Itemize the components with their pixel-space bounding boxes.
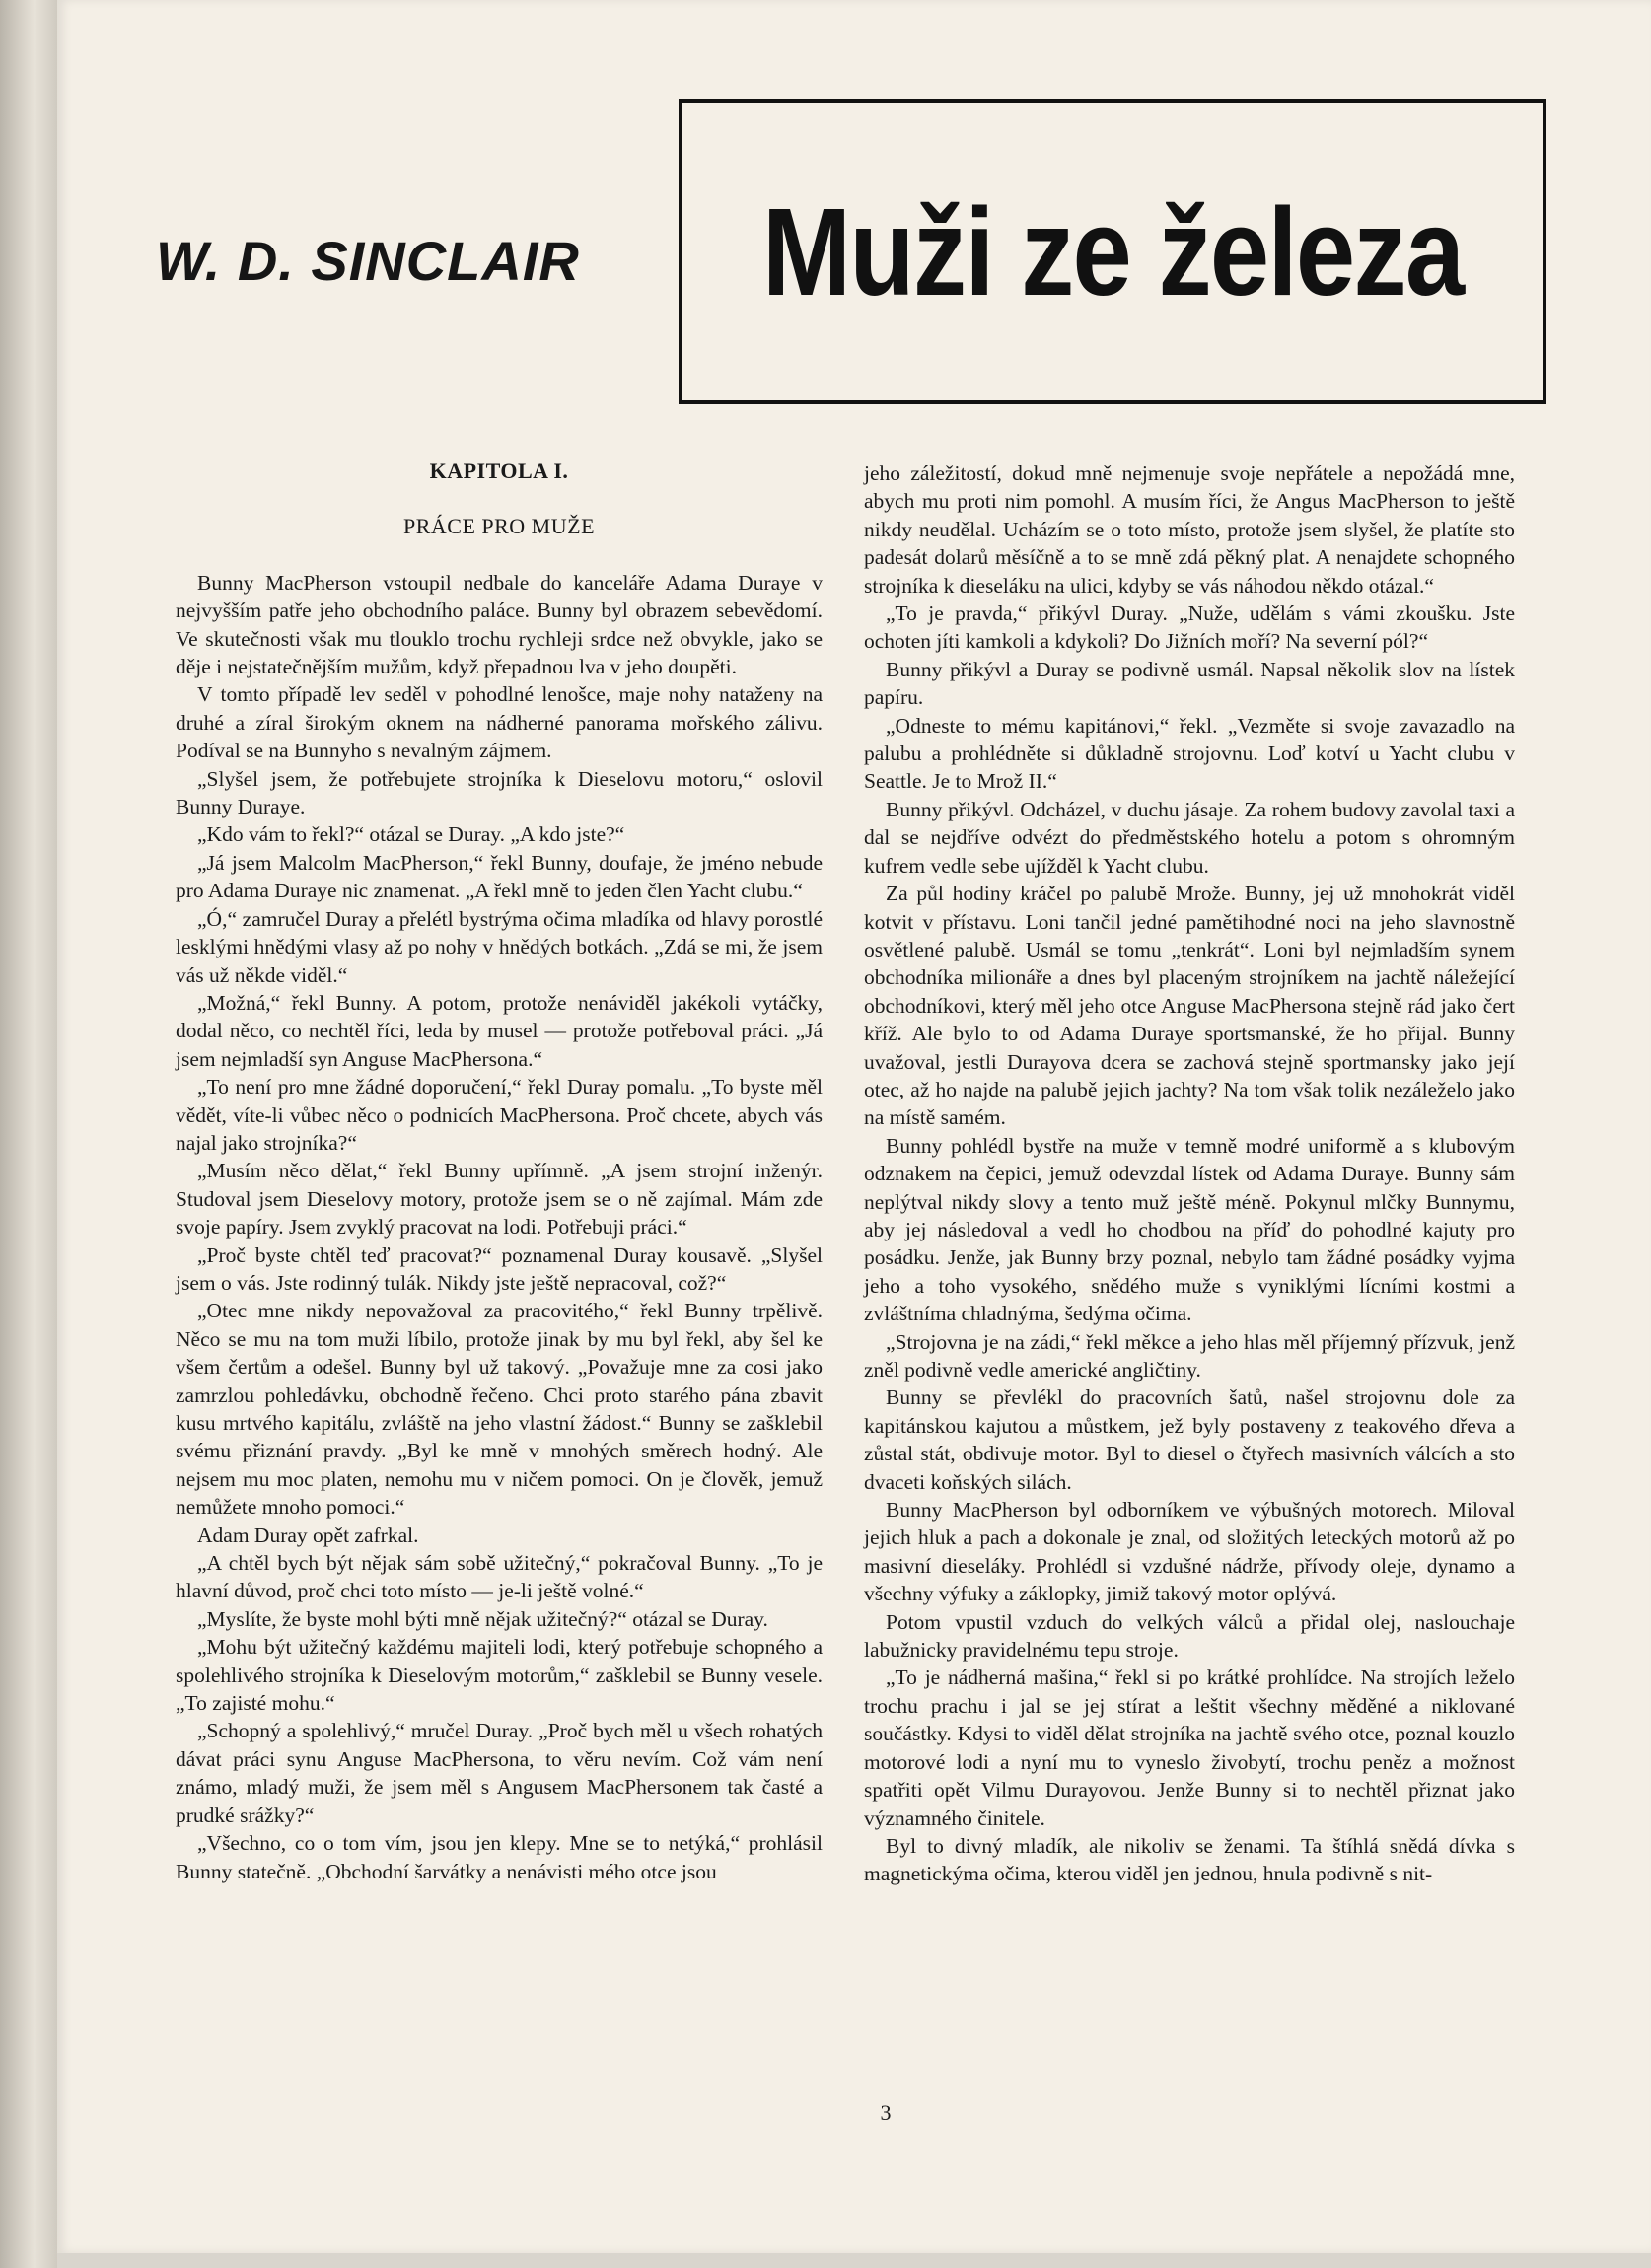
paragraph: Bunny MacPherson vstoupil nedbale do kanceláře Adama Duraye v nejvyšším patře jeho obchodního paláce. Bunny byl obrazem sebevědomí. Ve skutečnosti však mu tlouklo trochu rychleji srdce než obvykle, jako se děje i nejstatečnějším mužům, když přepadnou lva v jeho doupěti. xyxy=(176,570,823,679)
paragraph: Za půl hodiny kráčel po palubě Mrože. Bunny, jej už mnohokrát viděl kotvit v přístavu. Loni tančil jedné pamětihodné noci na jeho slavnostně osvětlené palubě. Usmál se tomu „tenkrát“. Loni byl nejmladším synem obchodníka milionáře a dnes byl placeným strojníkem na jachtě náležející obchodníkovi, který měl jeho otce Anguse MacPhersona stejně rád jako čert kříž. Ale bylo to od Adama Duraye sportsmanské, že ho přijal. Bunny uvažoval, jestli Durayova dcera se zachová stejně sportmansky jako její otec, až ho najde na palubě jejich jachty? Na tom však tolik nezáleželo jako na místě samém. xyxy=(864,882,1515,1130)
story-title: Muži ze železa xyxy=(761,181,1464,321)
paragraph: „Všechno, co o tom vím, jsou jen klepy. Mne se to netýká,“ prohlásil Bunny statečně. „Obchodní šarvátky a nenávisti mého otce jsou xyxy=(176,1831,823,1883)
book-binding xyxy=(0,0,57,2268)
paragraph: „Proč byste chtěl teď pracovat?“ poznamenal Duray kousavě. „Slyšel jsem o vás. Jste rodinný tulák. Nikdy jste ještě nepracoval, což?“ xyxy=(176,1242,823,1295)
paragraph: Bunny MacPherson byl odborníkem ve výbušných motorech. Miloval jejich hluk a pach a dokonale je znal, od složitých leteckých motorů až po masivní dieseláky. Prohlédl si vzdušné nádrže, přívody oleje, dynamo a všechny výfuky a záklopky, jimiž takový motor oplývá. xyxy=(864,1498,1515,1606)
paragraph: Bunny přikývl a Duray se podivně usmál. Napsal několik slov na lístek papíru. xyxy=(864,657,1515,710)
paragraph: „Otec mne nikdy nepovažoval za pracovitého,“ řekl Bunny trpělivě. Něco se mu na tom muži líbilo, protože jinak by mu byl řekl, aby šel ke všem čertům a odešel. Bunny byl už takový. „Považuje mne za cosi jako zamrzlou pohledávku, obchodně řečeno. Chci proto starého pána zbavit kusu mrtvého kapitálu, zvláště na jeho vlastní žádost.“ Bunny se zašklebil svému přiznání pravdy. „Byl ke mně v mnohých směrech hodný. Ale nejsem mu moc platen, nemohu mu v ničem pomoci. On je člověk, jemuž nemůžete mnoho pomoci.“ xyxy=(176,1299,823,1520)
paragraph: Bunny přikývl. Odcházel, v duchu jásaje. Za rohem budovy zavolal taxi a dal se nejdříve odvézt do předměstského hotelu a potom s ohromným kufrem vedle sebe ujížděl k Yacht clubu. xyxy=(864,797,1515,878)
paragraph: „A chtěl bych být nějak sám sobě užitečný,“ pokračoval Bunny. „To je hlavní důvod, proč chci toto místo — je-li ještě volné.“ xyxy=(176,1551,823,1603)
paragraph: „Já jsem Malcolm MacPherson,“ řekl Bunny, doufaje, že jméno nebude pro Adama Duraye nic znamenat. „A řekl mně to jeden člen Yacht clubu.“ xyxy=(176,850,823,903)
paragraph: „To je nádherná mašina,“ řekl si po krátké prohlídce. Na strojích leželo trochu prachu i jal se jej stírat a leštit všechny měděné a niklované součástky. Kdysi to viděl dělat strojníka na jachtě svého otce, poznal kouzlo motorové lodi a nyní mu to vyneslo živobytí, trochu peněz a možnost spatřiti opět Vilmu Durayovou. Jenže Bunny si to nechtěl přiznat jako významného činitele. xyxy=(864,1666,1515,1830)
book-page xyxy=(57,0,1651,2253)
title-box xyxy=(679,99,1546,404)
paragraph: „To je pravda,“ přikývl Duray. „Nuže, udělám s vámi zkoušku. Jste ochoten jíti kamkoli a kdykoli? Do Jižních moří? Na severní pól?“ xyxy=(864,602,1515,654)
paragraph: „Mohu být užitečný každému majiteli lodi, který potřebuje schopného a spolehlivého strojníka k Dieselovým motorům,“ zašklebil se Bunny vesele. „To zajisté mohu.“ xyxy=(176,1635,823,1716)
paragraph: „Schopný a spolehlivý,“ mručel Duray. „Proč bych měl u všech rohatých dávat práci synu Anguse MacPhersona, to věru nevím. Což vám není známo, mladý muži, že jsem měl s Angusem MacPhersonem tak časté a prudké srážky?“ xyxy=(176,1719,823,1827)
chapter-heading: KAPITOLA I. xyxy=(429,459,569,483)
chapter-subheading: PRÁCE PRO MUŽE xyxy=(402,514,596,539)
page-number: 3 xyxy=(880,2100,892,2125)
paragraph: „Ó,“ zamručel Duray a přelétl bystrýma očima mladíka od hlavy porostlé lesklými hnědými vlasy až po nohy v hnědých botkách. „Zdá se mi, že jsem vás už někde viděl.“ xyxy=(176,906,823,987)
paragraph: „Strojovna je na zádi,“ řekl měkce a jeho hlas měl příjemný přízvuk, jenž zněl podivně vedle americké angličtiny. xyxy=(864,1329,1515,1382)
paragraph: „Kdo vám to řekl?“ otázal se Duray. „A kdo jste?“ xyxy=(197,822,625,847)
left-column-text xyxy=(176,569,823,1885)
paragraph: „Musím něco dělat,“ řekl Bunny upřímně. „A jsem strojní inženýr. Studoval jsem Dieselovy motory, protože jsem se o ně zajímal. Mám zde svoje papíry. Jsem zvyklý pracovat na lodi. Potřebuji práci.“ xyxy=(176,1159,823,1240)
author-name: W. D. SINCLAIR xyxy=(156,230,580,292)
paragraph: jeho záležitostí, dokud mně nejmenuje svoje nepřátele a nepožádá mne, abych mu proti nim pomohl. A musím říci, že Angus MacPherson to ještě nikdy neudělal. Ucházím se o toto místo, protože jsem slyšel, že platíte sto padesát dolarů měsíčně a to se mně zdá pěkný plat. A nenajdete schopného strojníka k dieseláku na ulici, kdyby se vás náhodou někdo otázal.“ xyxy=(864,461,1515,598)
right-column xyxy=(864,460,1515,1888)
paragraph: Potom vpustil vzduch do velkých válců a přidal olej, naslouchaje labužnicky pravidelnému tepu stroje. xyxy=(864,1609,1515,1663)
paragraph: Byl to divný mladík, ale nikoliv se ženami. Ta štíhlá snědá dívka s magnetickýma očima, kterou viděl jen jednou, hnula podivně s nit- xyxy=(864,1833,1515,1886)
paragraph: „Možná,“ řekl Bunny. A potom, protože nenáviděl jakékoli vytáčky, dodal něco, co nechtěl říci, leda by musel — protože potřeboval práci. „Já jsem nejmladší syn Anguse MacPhersona.“ xyxy=(176,990,823,1071)
paragraph: „Myslíte, že byste mohl býti mně nějak užitečný?“ otázal se Duray. xyxy=(197,1606,768,1631)
paragraph: Bunny pohlédl bystře na muže v temně modré uniformě a s klubovým odznakem na čepici, jemuž odevzdal lístek od Adama Duraye. Bunny sám neplýtval nikdy slovy a tento muž ještě méně. Pokynul mlčky Bunnymu, aby jej následoval a vedl ho chodbou na příď do pohodlné kajuty pro posádku. Jenže, jak Bunny brzy poznal, nebylo tam žádné posádky vyjma jeho a toho vysokého, snědého muže s vyniklými lícními kostmi a zvláštníma chladnýma, šedýma očima. xyxy=(864,1133,1515,1326)
paragraph: „Odneste to mému kapitánovi,“ řekl. „Vezměte si svoje zavazadlo na palubu a prohlédněte si důkladně strojovnu. Loď kotví u Yacht clubu v Seattle. Je to Mrož II.“ xyxy=(864,713,1515,794)
paragraph: „To není pro mne žádné doporučení,“ řekl Duray pomalu. „To byste měl vědět, víte-li vůbec něco o podnicích MacPhersona. Proč chcete, abych vás najal jako strojníka?“ xyxy=(176,1075,823,1155)
paragraph: Bunny se převlékl do pracovních šatů, našel strojovnu dole za kapitánskou kajutou a můstkem, jež byly postaveny z teakového dřeva a zůstal stát, obdivuje motor. Byl to diesel o čtyřech masivních válcích a sto dvaceti koňských silách. xyxy=(864,1385,1515,1494)
left-column xyxy=(176,458,823,1885)
paragraph: V tomto případě lev seděl v pohodlné lenošce, maje nohy nataženy na druhé a zíral širokým oknem na nádherné panorama mořského zálivu. Podíval se na Bunnyho s nevalným zájmem. xyxy=(176,682,823,763)
right-column-text xyxy=(864,460,1515,1888)
paragraph: „Slyšel jsem, že potřebujete strojníka k Dieselovu motoru,“ oslovil Bunny Duraye. xyxy=(176,766,823,819)
paragraph: Adam Duray opět zafrkal. xyxy=(197,1523,419,1547)
